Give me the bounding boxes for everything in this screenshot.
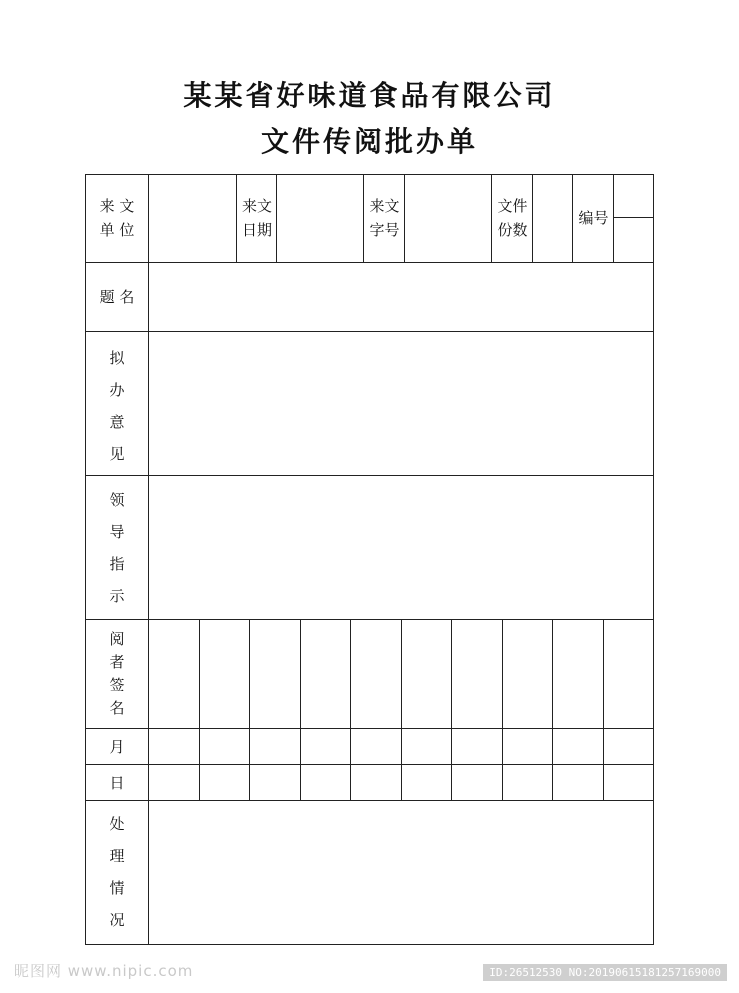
month-cell[interactable]	[452, 729, 503, 765]
niban-value[interactable]	[149, 332, 654, 476]
month-cell[interactable]	[250, 729, 301, 765]
laiwen-riqi-label: 来文 日期	[241, 197, 272, 239]
day-cell[interactable]	[301, 765, 352, 801]
signature-cell[interactable]	[553, 620, 604, 729]
laiwen-zihao-label: 来文 字号	[369, 197, 400, 239]
signature-cell[interactable]	[250, 620, 301, 729]
laiwen-danwei-value[interactable]	[149, 174, 237, 263]
yuezhe-label: 阅 者 签 名	[109, 630, 125, 717]
form-title: 文件传阅批办单	[260, 125, 478, 158]
bianhao-label: 编号	[578, 209, 609, 227]
signature-cell[interactable]	[503, 620, 554, 729]
signature-cell[interactable]	[402, 620, 453, 729]
signature-cell[interactable]	[200, 620, 251, 729]
day-cell[interactable]	[503, 765, 554, 801]
bianhao-value-top[interactable]	[614, 174, 654, 218]
approval-form-table	[85, 174, 654, 945]
month-cell[interactable]	[503, 729, 554, 765]
bianhao-value-bottom[interactable]	[614, 218, 654, 263]
day-label: 日	[109, 774, 125, 792]
signature-cell[interactable]	[452, 620, 503, 729]
day-cell[interactable]	[200, 765, 251, 801]
month-cell[interactable]	[604, 729, 655, 765]
signature-cell[interactable]	[301, 620, 352, 729]
month-cell[interactable]	[149, 729, 200, 765]
watermark-site: 昵图网 www.nipic.com	[14, 962, 194, 980]
timing-label: 题 名	[99, 288, 135, 306]
day-cell[interactable]	[553, 765, 604, 801]
wenjian-fenshu-value[interactable]	[533, 174, 573, 263]
day-cell[interactable]	[452, 765, 503, 801]
lingdao-label: 领 导 指 示	[109, 491, 125, 605]
day-cell[interactable]	[402, 765, 453, 801]
day-cell[interactable]	[604, 765, 655, 801]
day-cell[interactable]	[250, 765, 301, 801]
laiwen-danwei-label: 来 文 单 位	[99, 197, 135, 239]
laiwen-riqi-value[interactable]	[277, 174, 364, 263]
month-cell[interactable]	[402, 729, 453, 765]
day-cell[interactable]	[149, 765, 200, 801]
month-cell[interactable]	[301, 729, 352, 765]
month-cell[interactable]	[553, 729, 604, 765]
day-cell[interactable]	[351, 765, 402, 801]
niban-label: 拟 办 意 见	[109, 349, 125, 463]
signature-cell[interactable]	[351, 620, 402, 729]
chuli-value[interactable]	[149, 801, 654, 945]
signature-cell[interactable]	[149, 620, 200, 729]
watermark-id: ID:26512530 NO:20190615181257169000	[483, 964, 727, 981]
month-cell[interactable]	[200, 729, 251, 765]
lingdao-value[interactable]	[149, 476, 654, 620]
laiwen-zihao-value[interactable]	[405, 174, 492, 263]
month-cell[interactable]	[351, 729, 402, 765]
timing-value[interactable]	[149, 263, 654, 332]
signature-cell[interactable]	[604, 620, 655, 729]
chuli-label: 处 理 情 况	[109, 815, 125, 929]
wenjian-fenshu-label: 文件 份数	[497, 197, 528, 239]
company-title: 某某省好味道食品有限公司	[183, 79, 556, 112]
month-label: 月	[109, 738, 125, 756]
